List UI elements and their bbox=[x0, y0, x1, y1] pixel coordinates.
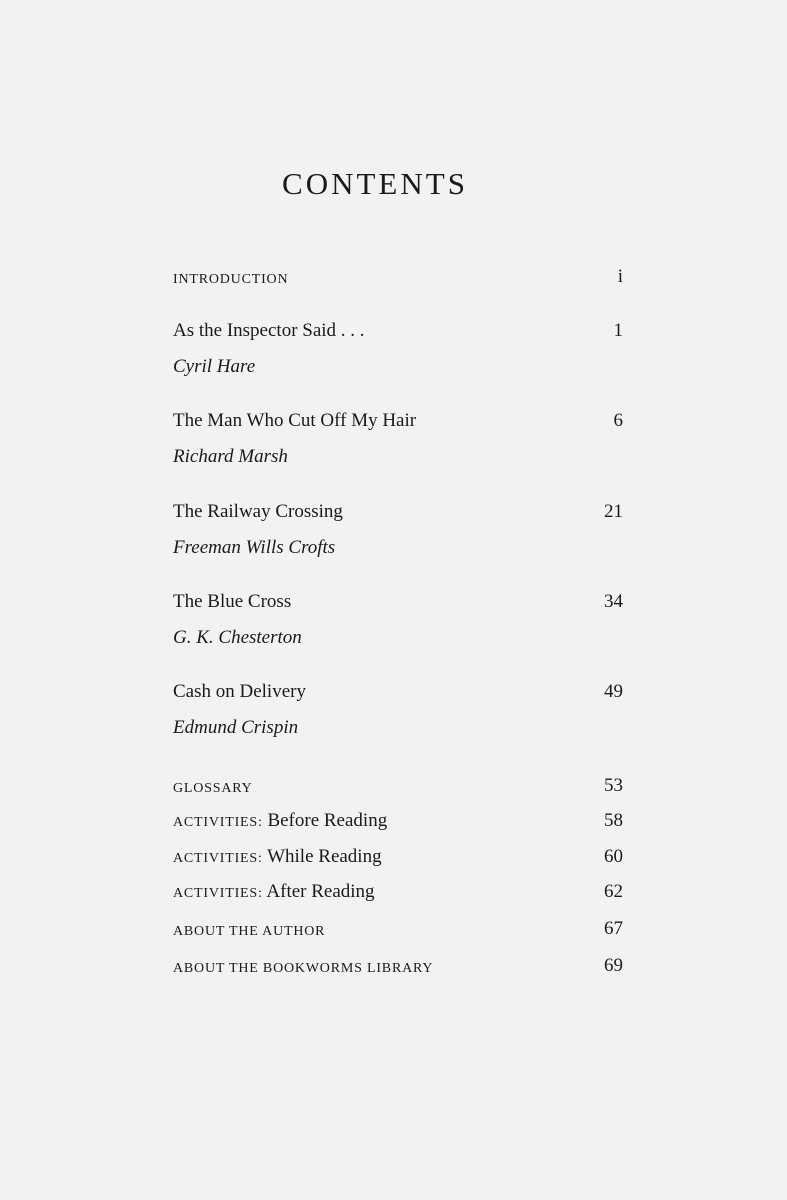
page-number: 53 bbox=[604, 775, 623, 796]
entry-label: ACTIVITIES: bbox=[173, 815, 263, 830]
story-title: The Railway Crossing bbox=[173, 501, 343, 522]
page-number: 69 bbox=[604, 955, 623, 976]
page-number: 67 bbox=[604, 918, 623, 939]
toc-entry-introduction bbox=[173, 262, 623, 288]
story-author: Freeman Wills Crofts bbox=[173, 537, 336, 558]
toc-story bbox=[173, 497, 623, 523]
toc-story bbox=[173, 677, 623, 703]
page-number: i bbox=[617, 266, 623, 287]
page-number: 49 bbox=[604, 681, 623, 702]
story-author: Edmund Crispin bbox=[173, 717, 299, 738]
entry-label: ACTIVITIES: bbox=[173, 886, 263, 901]
entry-label-rest: Before Reading bbox=[262, 810, 388, 831]
toc-entry-activities-after bbox=[173, 877, 623, 903]
toc-author bbox=[173, 713, 623, 739]
toc-story bbox=[173, 587, 623, 613]
toc-story bbox=[173, 316, 623, 342]
toc-entry-about-author bbox=[173, 914, 623, 940]
entry-label: GLOSSARY bbox=[173, 781, 253, 796]
toc-entry-activities-while bbox=[173, 842, 623, 868]
page-number: 34 bbox=[604, 591, 623, 612]
page-number: 1 bbox=[613, 320, 623, 341]
story-author: Cyril Hare bbox=[173, 356, 256, 377]
toc-author bbox=[173, 442, 623, 468]
story-author: Richard Marsh bbox=[173, 446, 288, 467]
entry-label: ABOUT THE AUTHOR bbox=[173, 924, 326, 939]
toc-entry-about-library bbox=[173, 951, 623, 977]
story-title: Cash on Delivery bbox=[173, 681, 306, 702]
page-title: CONTENTS bbox=[282, 166, 468, 201]
entry-label: ACTIVITIES: bbox=[173, 851, 263, 866]
entry-label: INTRODUCTION bbox=[173, 272, 289, 287]
toc-author bbox=[173, 352, 623, 378]
entry-label-rest: After Reading bbox=[262, 881, 375, 902]
story-title: As the Inspector Said . . . bbox=[173, 320, 365, 341]
story-title: The Blue Cross bbox=[173, 591, 292, 612]
toc-entry-activities-before bbox=[173, 806, 623, 832]
story-author: G. K. Chesterton bbox=[173, 627, 302, 648]
toc-author bbox=[173, 623, 623, 649]
page-number: 60 bbox=[604, 846, 623, 867]
toc-author bbox=[173, 533, 623, 559]
entry-label: ABOUT THE BOOKWORMS LIBRARY bbox=[173, 961, 434, 976]
story-title: The Man Who Cut Off My Hair bbox=[173, 410, 417, 431]
entry-label-rest: While Reading bbox=[262, 846, 382, 867]
page-number: 21 bbox=[604, 501, 623, 522]
toc-entry-glossary bbox=[173, 771, 623, 797]
page-number: 6 bbox=[613, 410, 623, 431]
toc-story bbox=[173, 406, 623, 432]
page-number: 62 bbox=[604, 881, 623, 902]
page-number: 58 bbox=[604, 810, 623, 831]
